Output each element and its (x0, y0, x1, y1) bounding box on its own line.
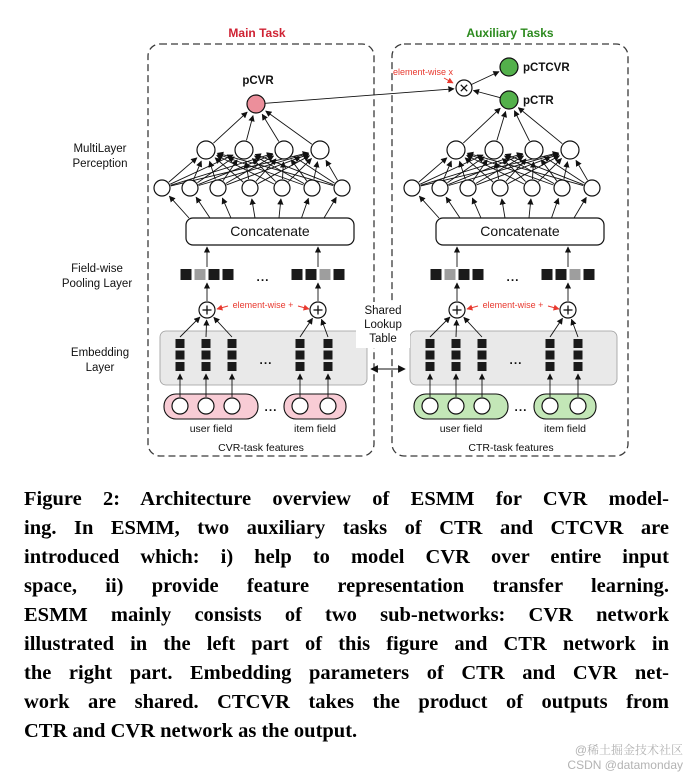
pctr-node (500, 91, 518, 109)
pctcvr-node (500, 58, 518, 76)
pooling-dots: ... (256, 270, 270, 284)
cvr-features-label: CVR-task features (218, 442, 304, 454)
elementwise-plus-pointer-left (217, 306, 228, 309)
elementwise-plus-pointer-left (467, 306, 478, 309)
main-task-label: Main Task (228, 26, 286, 40)
fields-dots: ... (264, 400, 278, 414)
ctr-concatenate-label: Concatenate (480, 223, 560, 239)
embedding-dots: ... (509, 353, 523, 367)
ctr-user-field-label: user field (439, 423, 483, 435)
mlp-layer-label: MultiLayer (73, 143, 127, 155)
figure-caption (24, 485, 669, 746)
cvr-concatenate-label: Concatenate (230, 223, 310, 239)
pcvr-node (247, 95, 265, 113)
pctr-to-multiply-arrow (473, 91, 500, 98)
pctcvr-label: pCTCVR (523, 62, 570, 74)
cvr-network (148, 26, 454, 456)
shared-lookup-label: Shared (364, 305, 402, 317)
ctr-features-label: CTR-task features (468, 442, 554, 454)
shared-lookup-label-line2: Lookup (364, 319, 402, 331)
watermark (567, 743, 683, 773)
pcvr-label: pCVR (242, 75, 274, 87)
cvr-item-field-label: item field (293, 423, 337, 435)
multiply-to-pctcvr-arrow (471, 72, 499, 85)
caption-line: space, ii) provide feature representation transfer learning. (24, 575, 669, 597)
watermark-line1: @稀土掘金技术社区 (574, 743, 683, 757)
ctr-item-field-label: item field (543, 423, 587, 435)
caption-line: the right part. Embedding parameters of CTR and CVR net- (24, 662, 669, 684)
elementwise-times-pointer (444, 78, 453, 83)
mlp-layer-label-line2: Perception (72, 158, 128, 170)
embedding-dots: ... (259, 353, 273, 367)
pooling-layer-label-line2: Pooling Layer (61, 278, 133, 290)
embedding-layer-label-line2: Layer (85, 362, 115, 374)
pctr-label: pCTR (523, 95, 554, 107)
watermark-line2: CSDN @datamonday (567, 758, 683, 772)
caption-line: Figure 2: Architecture overview of ESMM for CVR model- (24, 488, 669, 510)
cvr-elementwise-plus-label: element-wise + (232, 300, 294, 310)
caption-line: work are shared. CTCVR takes the product of outputs from (24, 691, 669, 713)
elementwise-plus-pointer-right (298, 306, 309, 309)
shared-lookup-label-line3: Table (369, 333, 397, 345)
layer-labels (62, 143, 132, 374)
caption-line: CTR and CVR network as the output. (24, 720, 358, 742)
fields-dots: ... (514, 400, 528, 414)
elementwise-times-label: element-wise x (392, 67, 454, 77)
caption-line: ing. In ESMM, two auxiliary tasks of CTR and CTCVR are (24, 517, 669, 539)
caption-line: illustrated in the left part of this figure and CTR network in (24, 633, 669, 655)
ctr-elementwise-plus-label: element-wise + (482, 300, 544, 310)
embedding-layer-label: Embedding (70, 347, 130, 359)
caption-line: ESMM mainly consists of two sub-networks: CVR network (24, 604, 669, 626)
pcvr-to-multiply-arrow (265, 89, 454, 104)
elementwise-plus-pointer-right (548, 306, 559, 309)
pooling-dots: ... (506, 270, 520, 284)
auxiliary-tasks-label: Auxiliary Tasks (466, 26, 554, 40)
pooling-layer-label: Field-wise (71, 263, 123, 275)
caption-line: introduced which: i) help to model CVR over entire input (24, 546, 669, 568)
cvr-user-field-label: user field (189, 423, 233, 435)
